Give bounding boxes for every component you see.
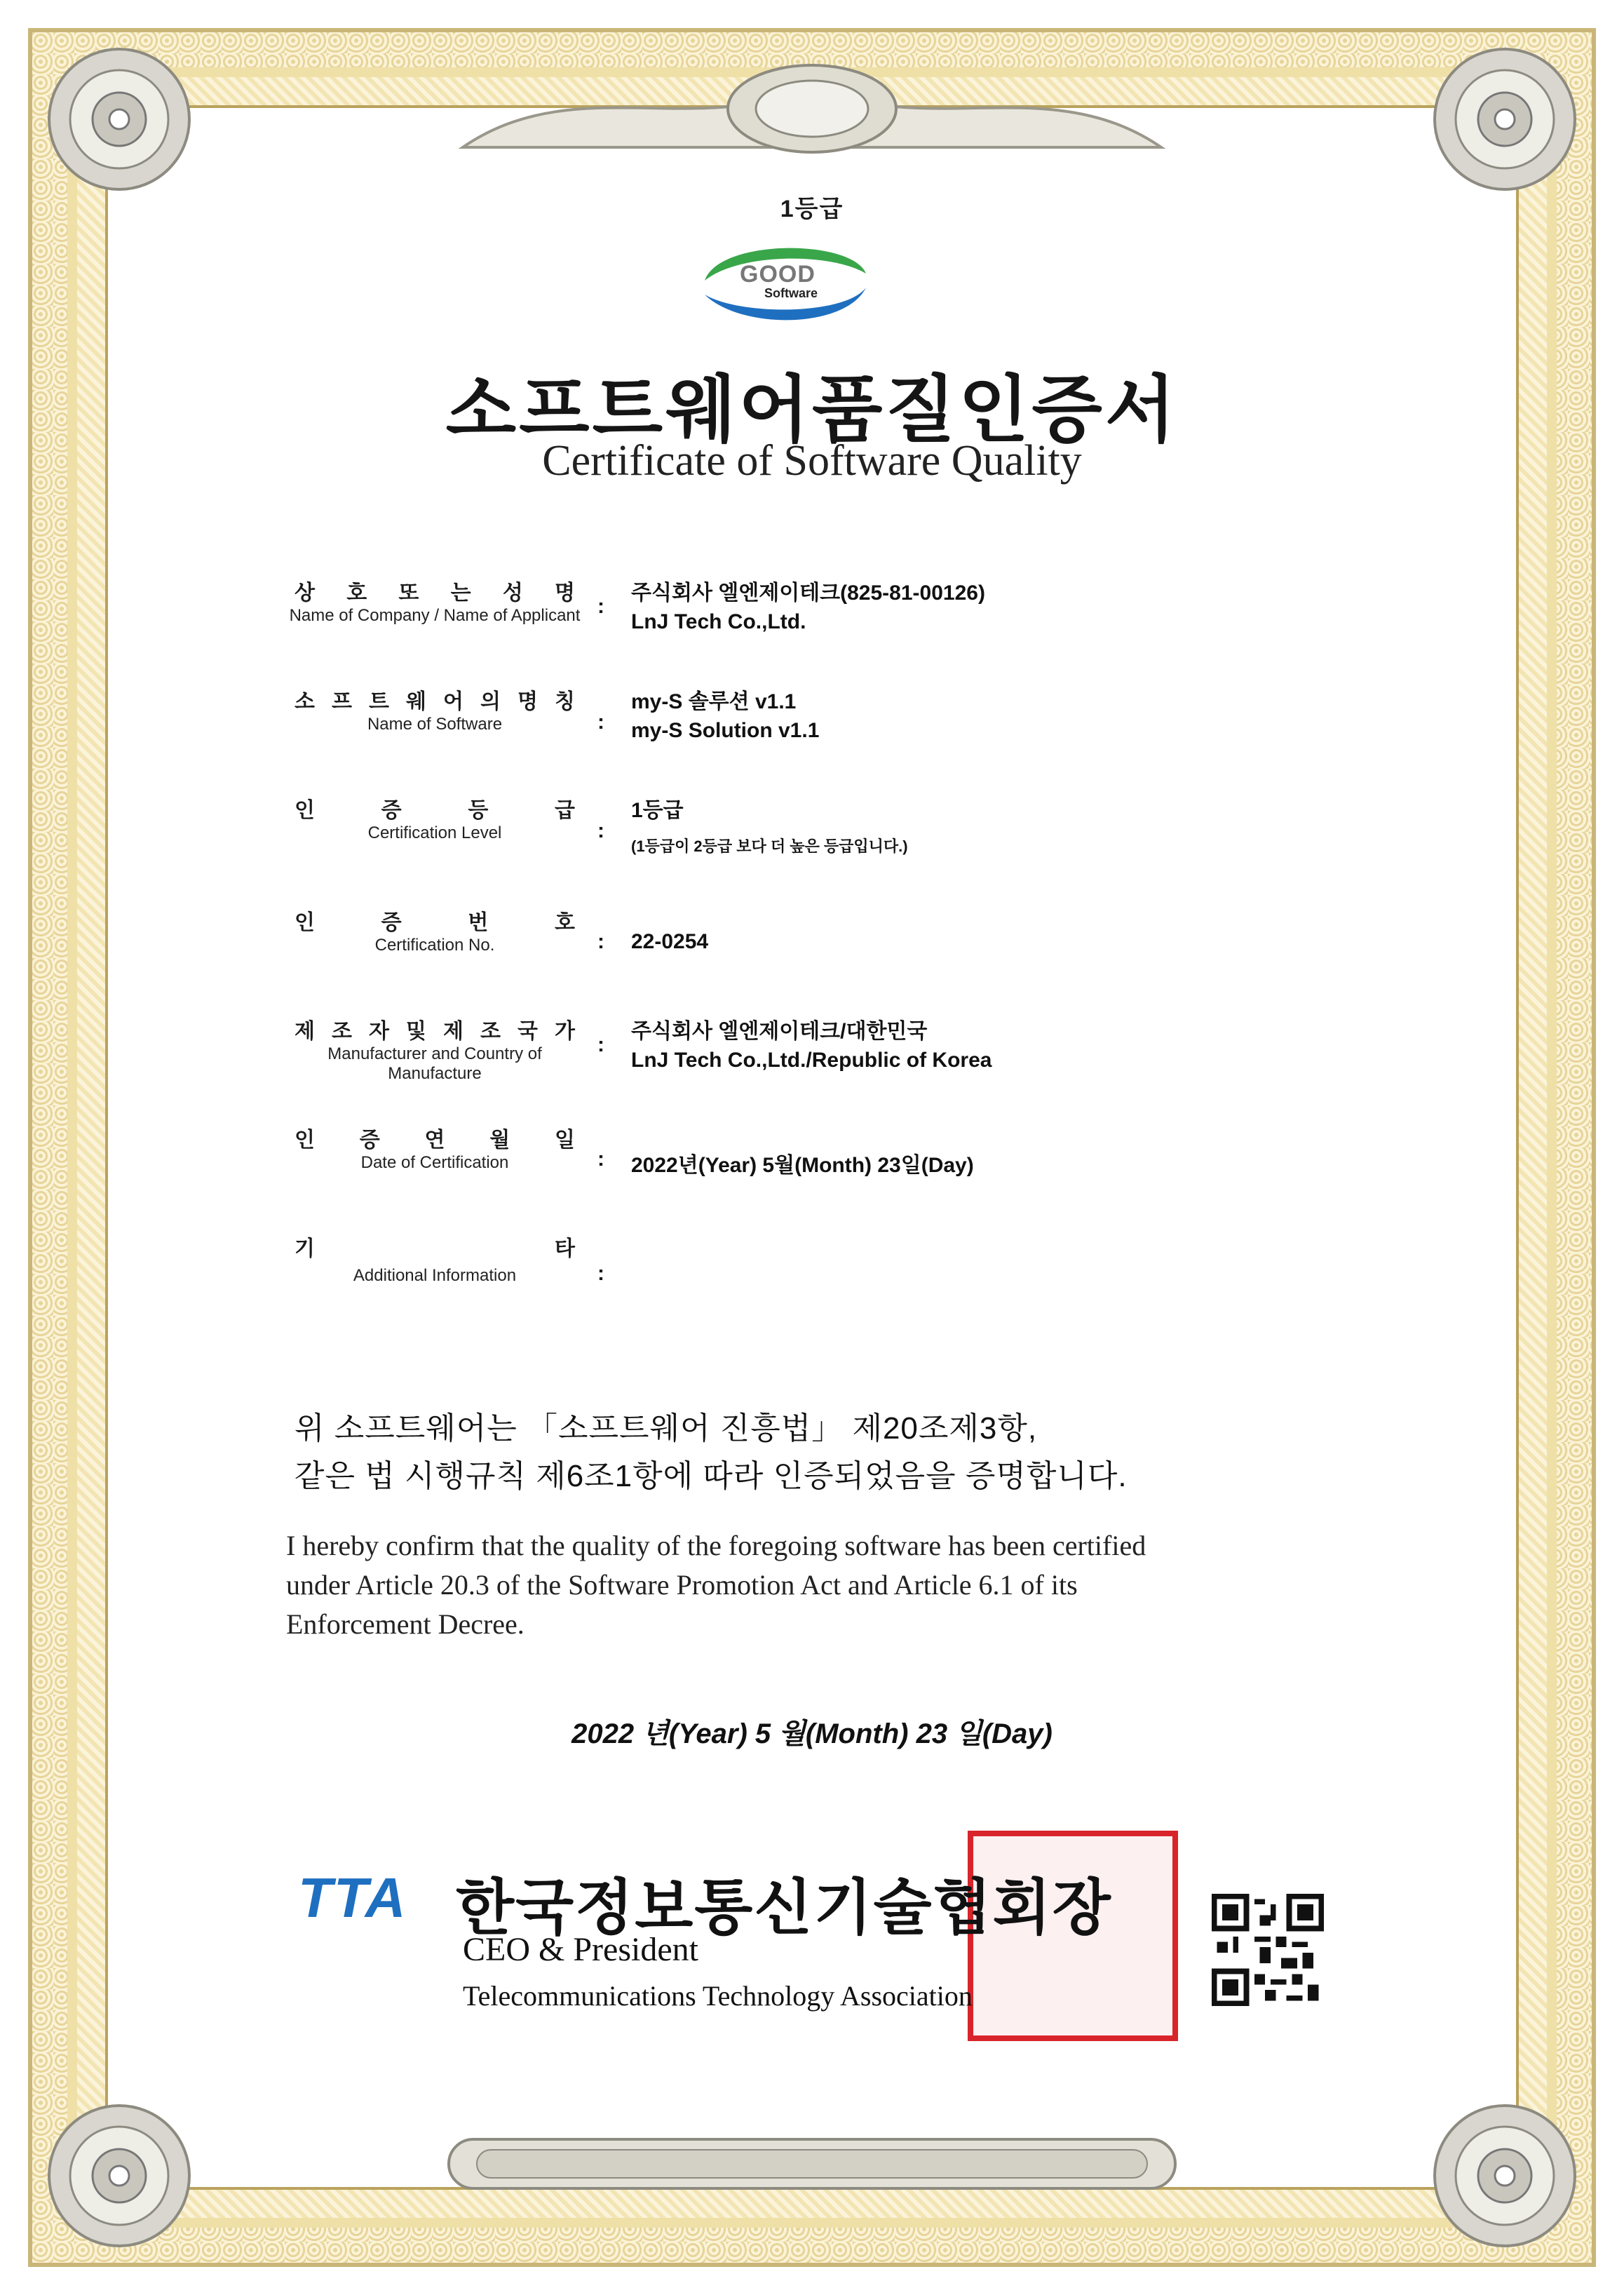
field-label-english: Certification No. — [374, 936, 495, 955]
field-value-secondary: my-S Solution v1.1 — [631, 719, 820, 742]
field-value-primary: 1등급 — [631, 799, 684, 822]
label-char: 국 — [517, 1020, 538, 1043]
field-row-certification-level — [0, 793, 1624, 884]
label-char: 웨 — [406, 690, 426, 713]
field-label-korean — [295, 684, 575, 715]
field-label-korean — [295, 575, 575, 606]
page-title-english: Certificate of Software Quality — [542, 437, 1082, 485]
label-char: 명 — [517, 690, 538, 713]
field-label-korean — [295, 793, 575, 823]
grade-label: 1등급 — [780, 196, 844, 222]
field-label-english: Certification Level — [367, 823, 502, 842]
statement-korean-line: 위 소프트웨어는 「소프트웨어 진흥법」 제20조제3항, — [295, 1411, 1038, 1446]
label-char: 어 — [443, 690, 463, 713]
label-char: 호 — [555, 911, 575, 934]
issue-date: 2022 년(Year) 5 월(Month) 23 일(Day) — [571, 1718, 1053, 1749]
field-row-manufacturer — [0, 1014, 1624, 1105]
field-label-korean — [295, 905, 575, 936]
field-label-korean — [295, 1014, 575, 1044]
label-char: 조 — [480, 1020, 501, 1043]
field-value-secondary: LnJ Tech Co.,Ltd. — [631, 610, 806, 633]
label-char: 연 — [424, 1129, 445, 1152]
field-value-secondary: LnJ Tech Co.,Ltd./Republic of Korea — [631, 1049, 992, 1072]
qr-code-icon — [1212, 1894, 1324, 2006]
good-logo-sub: Software — [764, 286, 818, 300]
statement-korean-line: 같은 법 시행규칙 제6조1항에 따라 인증되었음을 증명합니다. — [295, 1459, 1128, 1493]
organization-name-korean: 한국정보통신기술협회장 — [456, 1874, 1112, 1941]
corner-rosette-icon — [28, 28, 210, 210]
label-char: 제 — [443, 1020, 463, 1043]
label-char: 자 — [369, 1020, 389, 1043]
field-colon: : — [597, 1033, 604, 1056]
label-char: 등 — [468, 799, 489, 822]
top-ornament-icon — [435, 42, 1189, 168]
label-char: 월 — [489, 1129, 510, 1152]
field-colon: : — [597, 930, 604, 953]
field-colon: : — [597, 819, 604, 842]
field-value-primary: 2022년(Year) 5월(Month) 23일(Day) — [631, 1154, 974, 1177]
field-row-software-name — [0, 684, 1624, 775]
label-char: 인 — [295, 799, 315, 822]
organization-name-english: Telecommunications Technology Association — [463, 1980, 973, 2012]
field-row-certification-date — [0, 1122, 1624, 1213]
statement-english-line: Enforcement Decree. — [286, 1608, 525, 1640]
field-row-applicant — [0, 575, 1624, 666]
label-char: 또 — [398, 581, 419, 605]
field-colon: : — [597, 595, 604, 618]
label-char: 조 — [332, 1020, 352, 1043]
corner-rosette-icon — [1414, 28, 1596, 210]
field-label-english: Manufacturer and Country of Manufacture — [327, 1044, 542, 1083]
field-value-primary: 주식회사 엘엔제이테크(825-81-00126) — [631, 581, 985, 605]
field-value-primary: 22-0254 — [631, 930, 709, 953]
corner-rosette-icon — [28, 2085, 210, 2267]
label-char: 프 — [332, 690, 352, 713]
field-colon: : — [597, 1148, 604, 1171]
label-char: 인 — [295, 911, 315, 934]
label-char: 칭 — [555, 690, 575, 713]
page-title-korean: 소프트웨어품질인증서 — [445, 370, 1179, 451]
bottom-ornament-icon — [435, 2111, 1189, 2216]
field-row-additional-info — [0, 1231, 1624, 1322]
tta-logo: TTA — [298, 1866, 407, 1929]
field-label-english: Name of Software — [367, 715, 503, 734]
field-label-english: Additional Information — [353, 1266, 517, 1285]
label-char: 인 — [295, 1129, 315, 1152]
label-char: 호 — [346, 581, 367, 605]
signatory-title: CEO & President — [463, 1931, 698, 1968]
field-colon: : — [597, 1262, 604, 1285]
label-char: 및 — [406, 1020, 426, 1043]
label-char: 소 — [295, 690, 315, 713]
field-value-note: (1등급이 2등급 보다 더 높은 등급입니다.) — [631, 837, 908, 855]
field-value-primary: 주식회사 엘엔제이테크/대한민국 — [631, 1020, 928, 1043]
label-char: 증 — [381, 911, 402, 934]
label-char: 가 — [555, 1020, 575, 1043]
label-char: 제 — [295, 1020, 315, 1043]
field-label-korean — [295, 1231, 575, 1262]
label-char: 번 — [468, 911, 489, 934]
label-char: 일 — [555, 1129, 575, 1152]
field-value-primary: my-S 솔루션 v1.1 — [631, 690, 797, 713]
label-char: 증 — [359, 1129, 380, 1152]
statement-english-line: I hereby confirm that the quality of the foregoing software has been certified — [286, 1530, 1146, 1561]
label-char: 성 — [502, 581, 523, 605]
label-char: 는 — [450, 581, 471, 605]
corner-rosette-icon — [1414, 2085, 1596, 2267]
label-char: 타 — [555, 1237, 575, 1260]
field-row-certification-number — [0, 905, 1624, 996]
label-char: 트 — [369, 690, 389, 713]
label-char: 급 — [555, 799, 575, 822]
good-logo-word: GOOD — [740, 261, 816, 288]
field-colon: : — [597, 711, 604, 734]
field-label-english: Date of Certification — [360, 1153, 509, 1172]
field-label-english: Name of Company / Name of Applicant — [289, 606, 581, 625]
statement-english-line: under Article 20.3 of the Software Promotion Act and Article 6.1 of its — [286, 1569, 1078, 1601]
label-char: 기 — [295, 1237, 315, 1260]
label-char: 증 — [381, 799, 402, 822]
label-char: 명 — [555, 581, 575, 605]
label-char: 의 — [480, 690, 501, 713]
label-char: 상 — [295, 581, 315, 605]
field-label-korean — [295, 1122, 575, 1153]
